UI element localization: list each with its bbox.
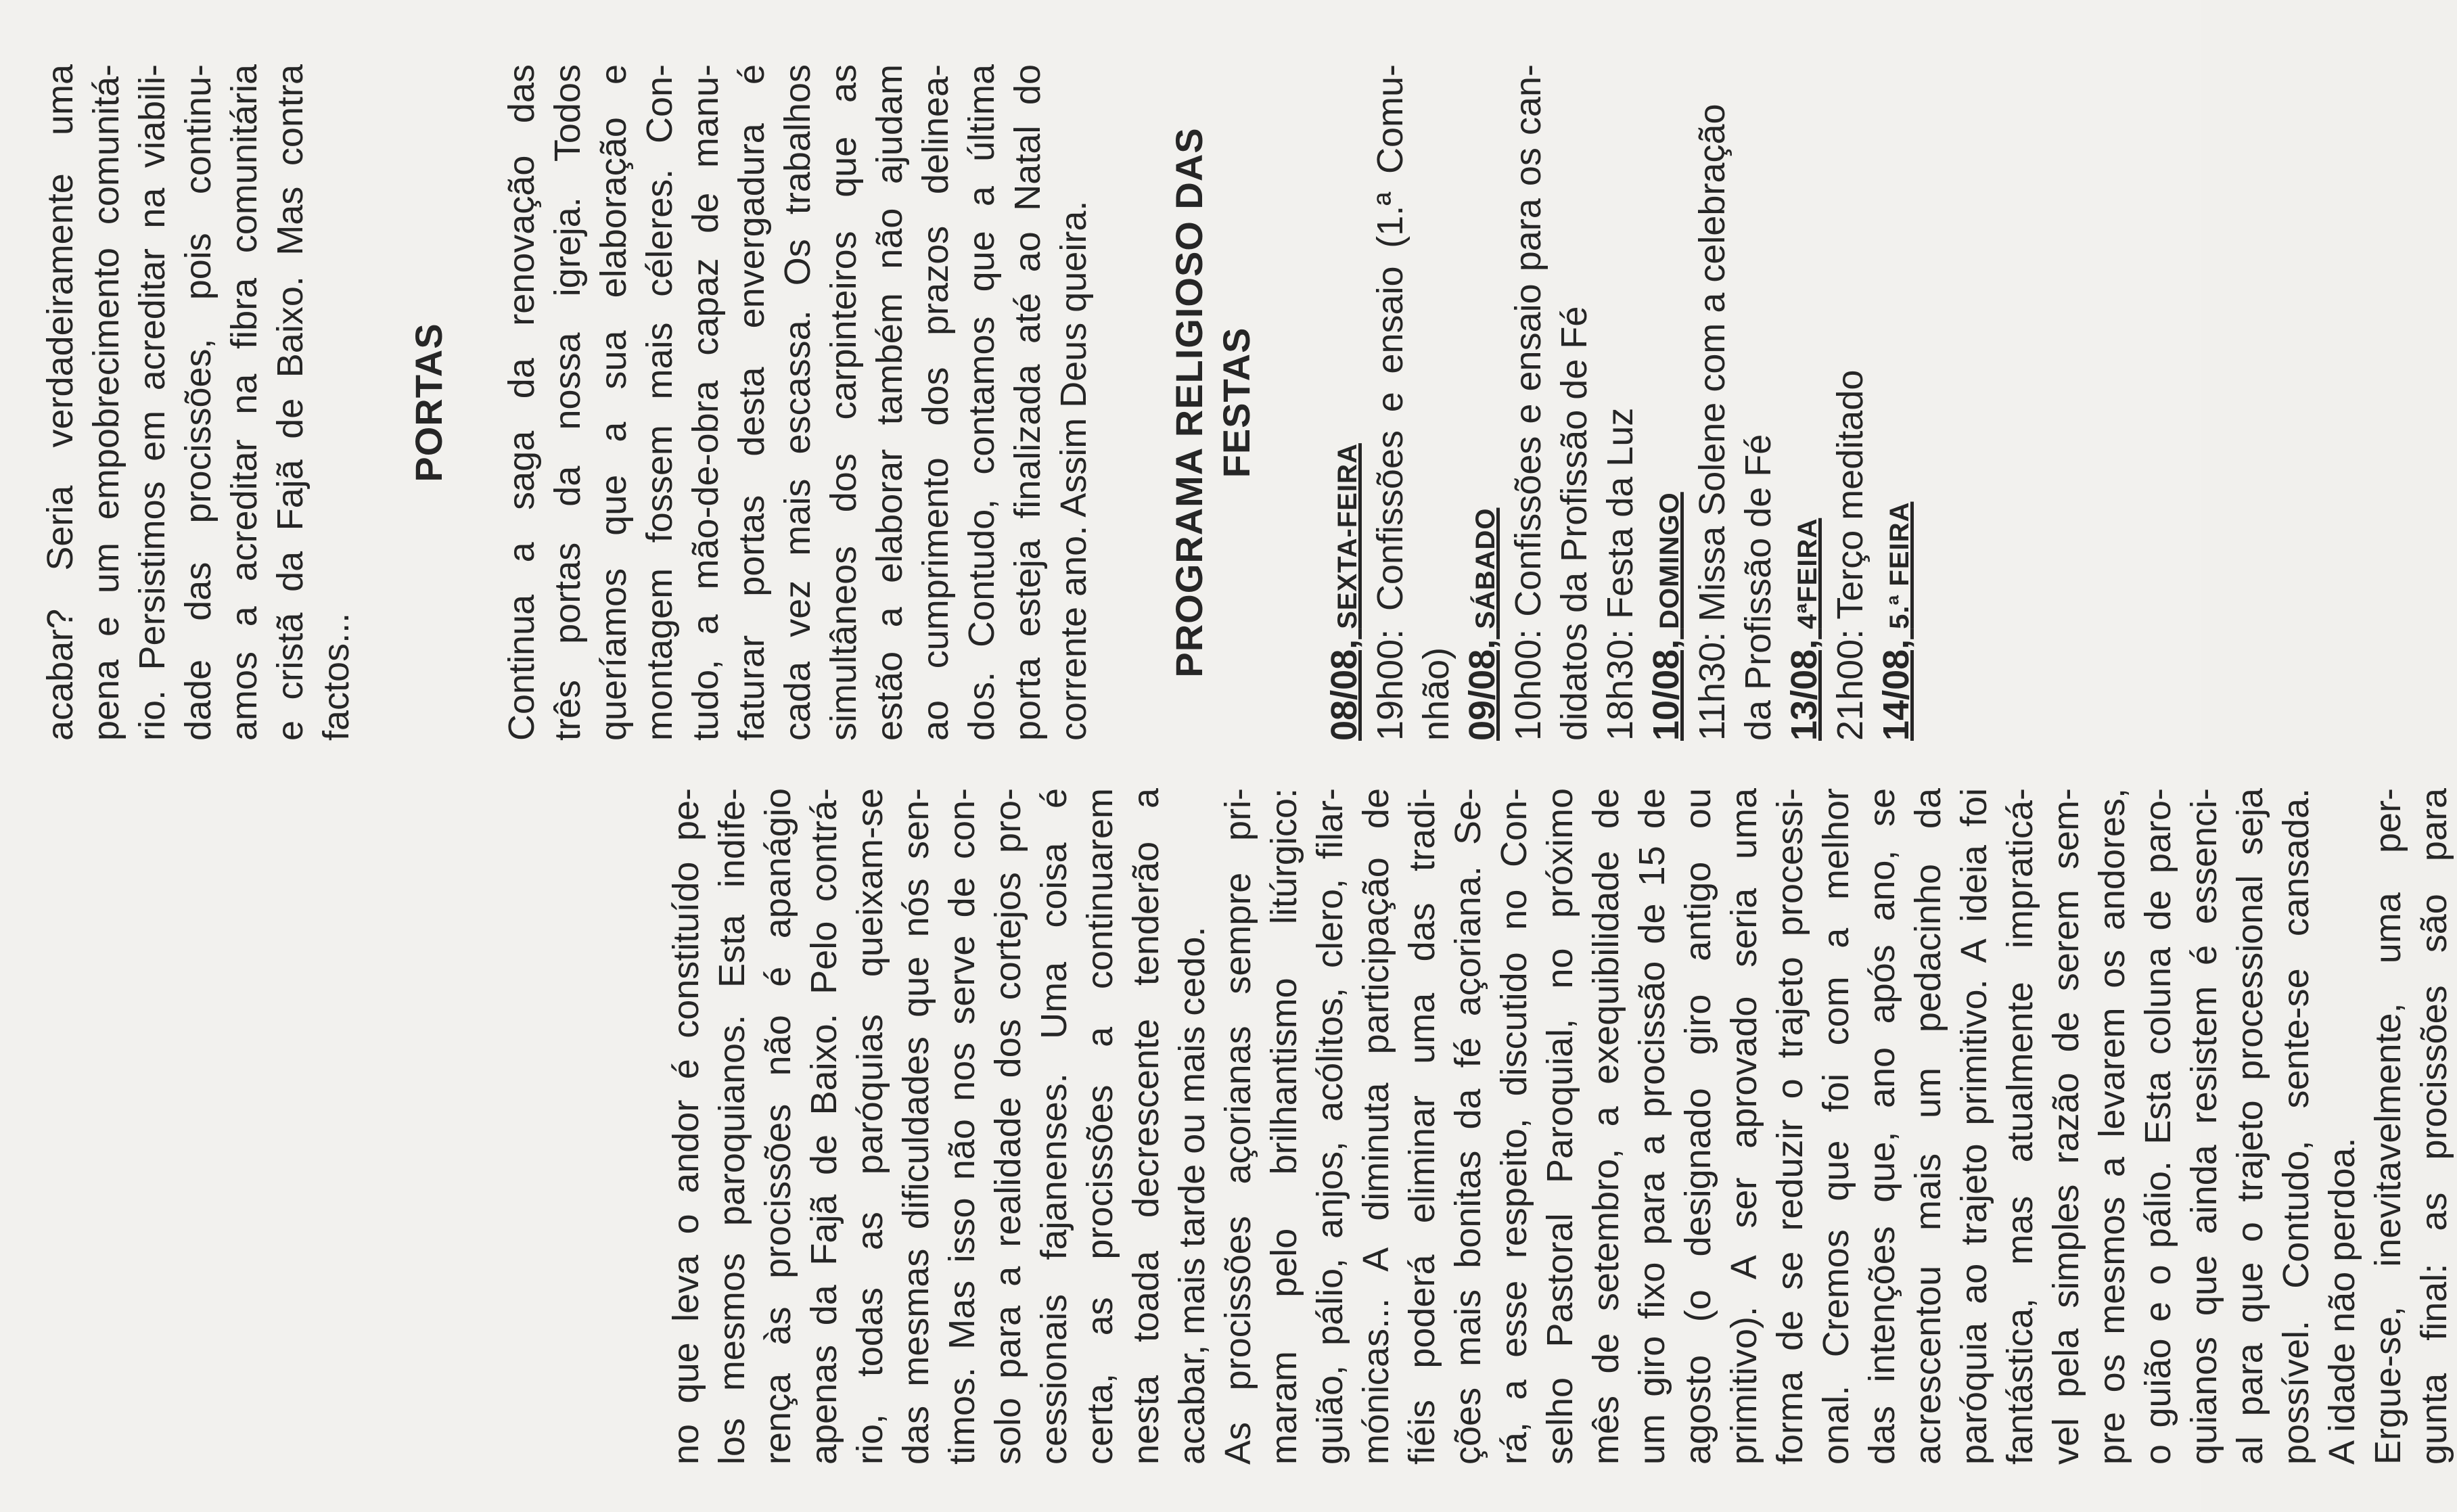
text-line: rio. Persistimos em acreditar na viabili-	[132, 64, 173, 741]
left-text-column	[663, 788, 2457, 1465]
text-line: estão a elaborar também não ajudam	[869, 64, 910, 741]
program-date	[1643, 64, 1689, 741]
text-line: rio, todas as paróquias queixam-se	[850, 788, 890, 1465]
paragraph-processions-conclusion	[37, 64, 359, 741]
text-line: apenas da Fajã de Baixo. Pelo contrá-	[804, 788, 844, 1465]
program-weekday: 5.ª FEIRA	[1885, 501, 1914, 629]
paragraph-final-question	[2365, 788, 2457, 1465]
program-weekday: DOMINGO	[1655, 492, 1684, 629]
text-line: Ergue-se, inevitavelmente, uma per-	[2368, 788, 2408, 1465]
text-line: das intenções que, ano após ano, se	[1862, 788, 1902, 1465]
text-line: porta esteja finalizada até ao Natal do	[1007, 64, 1048, 741]
paragraph-processions-indifference	[663, 788, 1215, 1465]
text-line: los mesmos paroquianos. Esta indife-	[712, 788, 752, 1465]
text-line: solo para a realidade dos cortejos pro-	[988, 788, 1028, 1465]
text-line: tudo, a mão-de-obra capaz de manu-	[685, 64, 726, 741]
program-item: nhão)	[1416, 647, 1456, 741]
paragraph-processions-tradition	[1215, 788, 2365, 1465]
text-line: guião, pálio, anjos, acólitos, clero, filar-	[1310, 788, 1350, 1465]
text-line: primitivo). A ser aprovado seria uma	[1724, 788, 1764, 1465]
text-line: simultâneos dos carpinteiros que as	[823, 64, 864, 741]
text-line: quianos que ainda resistem é essenci-	[2184, 788, 2224, 1465]
text-line: ções mais bonitas da fé açoriana. Se-	[1448, 788, 1488, 1465]
program-item: 19h00: Confissões e ensaio (1.ª Comu-	[1370, 64, 1410, 741]
text-line: acrescentou mais um pedacinho da	[1908, 788, 1948, 1465]
text-line: montagem fossem mais céleres. Con-	[639, 64, 680, 741]
program-date-number: 13/08,	[1784, 639, 1824, 741]
text-line: fantástica, mas atualmente impraticá-	[2000, 788, 2040, 1465]
text-line: selho Pastoral Paroquial, no próximo	[1540, 788, 1580, 1465]
program-weekday: SÁBADO	[1471, 507, 1500, 629]
text-line: das mesmas dificuldades que nós sen-	[896, 788, 936, 1465]
program-item: 18h30: Festa da Luz	[1600, 407, 1640, 741]
text-line: um giro fixo para a procissão de 15 de	[1632, 788, 1672, 1465]
text-line: paróquia ao trajeto primitivo. A ideia foi	[1954, 788, 1994, 1465]
text-line: no que leva o andor é constituído pe-	[666, 788, 706, 1465]
text-line: corrente ano. Assim Deus queira.	[1053, 200, 1094, 741]
program-date-number: 09/08,	[1462, 639, 1502, 741]
program-item: 11h30: Missa Solene com a celebração	[1692, 104, 1732, 741]
text-line: factos...	[316, 612, 357, 741]
program-date	[1321, 64, 1367, 741]
text-line: onal. Cremos que foi com a melhor	[1816, 788, 1856, 1465]
text-line: cada vez mais escassa. Os trabalhos	[777, 64, 818, 741]
text-line: faturar portas desta envergadura é	[731, 64, 772, 741]
text-line: maram pelo brilhantismo litúrgico:	[1264, 788, 1304, 1465]
text-line: vel pela simples razão de serem sem-	[2046, 788, 2086, 1465]
program-date-number: 10/08,	[1646, 639, 1686, 741]
text-line: mês de setembro, a exequibilidade de	[1586, 788, 1626, 1465]
program-item: didatos da Profissão de Fé	[1554, 306, 1594, 741]
text-line: dade das procissões, pois continu-	[178, 64, 219, 741]
text-line: ao cumprimento dos prazos delinea-	[915, 64, 956, 741]
text-line: timos. Mas isso não nos serve de con-	[942, 788, 982, 1465]
text-line: agosto (o designado giro antigo ou	[1678, 788, 1718, 1465]
program-item: 21h00: Terço meditado	[1830, 369, 1870, 741]
program-item: 10h00: Confissões e ensaio para os can-	[1508, 64, 1548, 741]
program-item: da Profissão de Fé	[1738, 434, 1778, 741]
programa-heading-line-2: FESTAS	[1215, 327, 1258, 478]
text-line: acabar, mais tarde ou mais cedo.	[1172, 926, 1212, 1465]
text-line: rença às procissões não é apanágio	[758, 788, 798, 1465]
text-line: fiéis poderá eliminar uma das tradi-	[1402, 788, 1442, 1465]
portas-heading: PORTAS	[407, 323, 450, 482]
program-date	[1459, 64, 1505, 741]
text-line: três portas da nossa igreja. Todos	[547, 64, 588, 741]
paragraph-portas	[499, 64, 1097, 741]
text-line: certa, as procissões a continuarem	[1080, 788, 1120, 1465]
text-line: dos. Contudo, contamos que a última	[961, 64, 1002, 741]
text-line: rá, a esse respeito, discutido no Con-	[1494, 788, 1534, 1465]
text-line: o guião e o pálio. Esta coluna de paro-	[2138, 788, 2178, 1465]
text-line: As procissões açorianas sempre pri-	[1218, 788, 1258, 1465]
programa-heading-line-1: PROGRAMA RELIGIOSO DAS	[1168, 127, 1210, 678]
program-date-number: 14/08,	[1876, 639, 1916, 741]
text-line: mónicas... A diminuta participação de	[1356, 788, 1396, 1465]
text-line: pena e um empobrecimento comunitá-	[86, 64, 127, 741]
text-line: al para que o trajeto processional seja	[2230, 788, 2270, 1465]
text-line: gunta final: as procissões são para	[2414, 788, 2454, 1465]
text-line: Continua a saga da renovação das	[501, 64, 542, 741]
text-line: cessionais fajanenses. Uma coisa é	[1034, 788, 1074, 1465]
text-line: e cristã da Fajã de Baixo. Mas contra	[270, 64, 311, 741]
text-line: possível. Contudo, sente-se cansada.	[2276, 788, 2316, 1465]
festival-program-list	[1321, 64, 1919, 741]
program-date	[1781, 64, 1827, 741]
text-line: nesta toada decrescente tenderão a	[1126, 788, 1166, 1465]
text-line: pre os mesmos a levarem os andores,	[2092, 788, 2132, 1465]
text-line: queríamos que a sua elaboração e	[593, 64, 634, 741]
right-text-column	[37, 64, 1919, 741]
program-weekday: SEXTA-FEIRA	[1333, 443, 1362, 629]
program-weekday: 4ªFEIRA	[1793, 518, 1822, 629]
text-line: A idade não perdoa.	[2322, 1137, 2362, 1465]
text-line: acabar? Seria verdadeiramente uma	[40, 64, 81, 741]
text-line: forma de se reduzir o trajeto processi-	[1770, 788, 1810, 1465]
program-date	[1873, 64, 1919, 741]
program-date-number: 08/08,	[1324, 639, 1364, 741]
text-line: amos a acreditar na fibra comunitária	[224, 64, 265, 741]
